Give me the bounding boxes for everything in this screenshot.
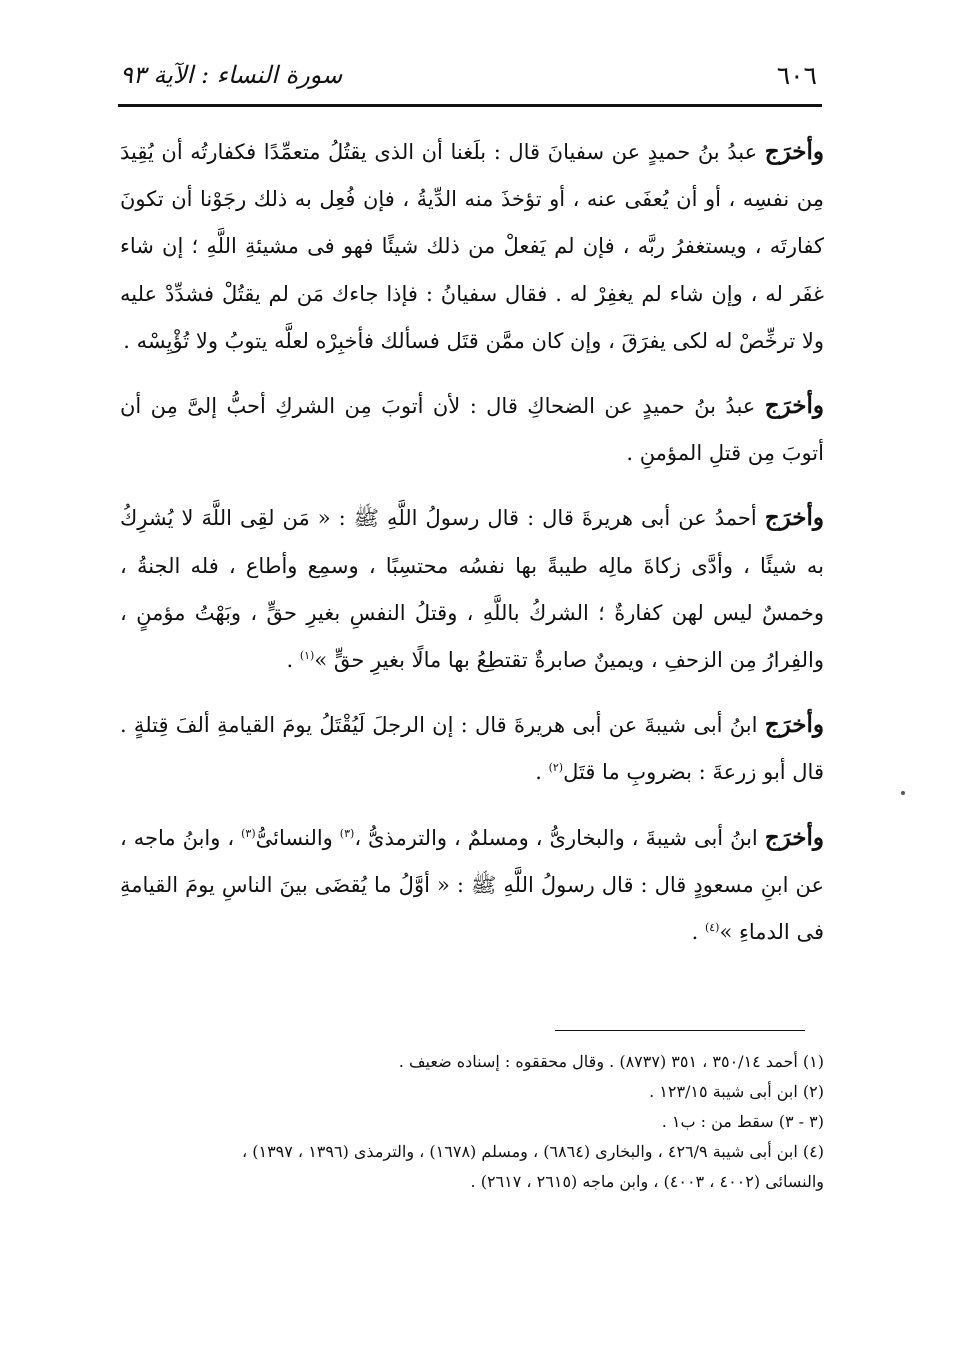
paragraph-text: ابنُ أبى شيبةَ عن أبى هريرةَ قال : إن الرجلَ لَيُقْتَلُ يومَ القيامةِ ألفَ قِتلةٍ . قال أبو زرعةَ : بضروبِ ما قتَل [120,713,824,785]
body-text [120,128,824,973]
paragraph-5 [120,814,824,957]
footnote-marker: (٣) [241,826,256,840]
running-title: سورة النساء : الآية ٩٣ [120,61,343,89]
paragraph-end: . [535,760,549,785]
footnote-1: (١) أحمد ٣٥٠/١٤ ، ٣٥١ (٨٧٣٧) . وقال محققوه : إسناده ضعيف . [398,1052,824,1071]
footnote-4: (٤) ابن أبى شيبة ٤٢٦/٩ ، والبخارى (٦٨٦٤) ، ومسلم (١٦٧٨) ، والترمذى (١٣٩٦ ، ١٣٩٧) ، [241,1142,824,1161]
header-rule [118,104,822,107]
footnote-separator [555,1030,805,1031]
footnote-marker: (١) [299,649,315,663]
paragraph-end: . [691,920,705,945]
paragraph-text: عبدُ بنُ حميدٍ عن سفيانَ قال : بلَغنا أن الذى يقتُلُ متعمِّدًا فكفارتُه أن يُقِيدَ مِن نفسِه ، أو أن يُعفَى عنه ، أو تؤخذَ منه الدِّيةُ ، فإن فُعِل به ذلك رجَوْنا أن تكونَ كفارتَه ، ويستغفرُ ربَّه ، فإن لم يَفعلْ من ذلك شيئًا فهو فى مشيئةِ اللَّهِ ؛ إن شاء غفَر له ، وإن شاء لم يغفِرْ له . فقال سفيانُ : فإذا جاءك مَن لم يقتُلْ فشدِّدْ عليه ولا ترخِّصْ له لكى يفرَقَ ، وإن كان ممَّن قتَل فسألك فأخبِرْه لعلَّه يتوبُ ولا تُؤْيِسْه . [120,140,824,353]
paragraph-text: أحمدُ عن أبى هريرةَ قال : قال رسولُ اللَّهِ ﷺ : « مَن لقِى اللَّهَ لا يُشرِكُ به شيئًا ، وأدَّى زكاةَ مالِه طيبةً بها نفسُه محتسِبًا ، وسمِع وأطاع ، فله الجنةُ ، وخمسٌ ليس لهن كفارةٌ ؛ الشركُ باللَّهِ ، وقتلُ النفسِ بغيرِ حقٍّ ، وبَهْتُ مؤمنٍ ، والفِرارُ مِن الزحفِ ، ويمينٌ صابرةٌ تقتطِعُ بها مالًا بغيرِ حقٍّ » [120,506,824,673]
paragraph-text: ابنُ أبى شيبةَ ، والبخارىُّ ، ومسلمٌ ، والترمذىُّ ، [354,825,758,850]
paragraph-text: ، وابنُ ماجه ، عن ابنِ مسعودٍ قال : قال رسولُ اللَّهِ ﷺ : « أوَّلُ ما يُقضَى بينَ الناسِ يومَ القيامةِ فى الدماءِ » [120,825,824,945]
paragraph-1 [120,128,824,365]
paragraph-lead: وأخرَج [764,823,824,851]
page-number: ٦٠٦ [776,60,817,90]
footnote-marker: (٢) [548,761,564,775]
paragraph-end: . [286,648,300,673]
scan-speck [901,791,905,795]
footnote-marker: (٣) [339,826,355,840]
paragraph-lead: وأخرَج [764,504,824,532]
paragraph-text: والنسائىُّ [255,825,333,850]
footnote-marker: (٤) [704,921,720,935]
page-header [120,55,817,95]
footnote-3: (٣ - ٣) سقط من : ب١ . [661,1112,824,1131]
paragraph-lead: وأخرَج [764,392,824,420]
paragraph-4 [120,701,824,796]
paragraph-3 [120,494,824,684]
paragraph-lead: وأخرَج [764,138,824,165]
footnote-4-continued: والنسائى (٤٠٠٢ ، ٤٠٠٣) ، وابن ماجه (٢٦١٥ ، ٢٦١٧) . [470,1172,824,1191]
paragraph-lead: وأخرَج [764,711,824,739]
footnote-2: (٢) ابن أبى شيبة ١٢٣/١٥ . [649,1082,824,1101]
paragraph-2 [120,382,824,477]
paragraph-text: عبدُ بنُ حميدٍ عن الضحاكِ قال : لأن أتوبَ مِن الشركِ أحبُّ إلىَّ مِن أن أتوبَ مِن قتلِ المؤمنِ . [120,394,824,466]
footnotes [120,1047,824,1197]
